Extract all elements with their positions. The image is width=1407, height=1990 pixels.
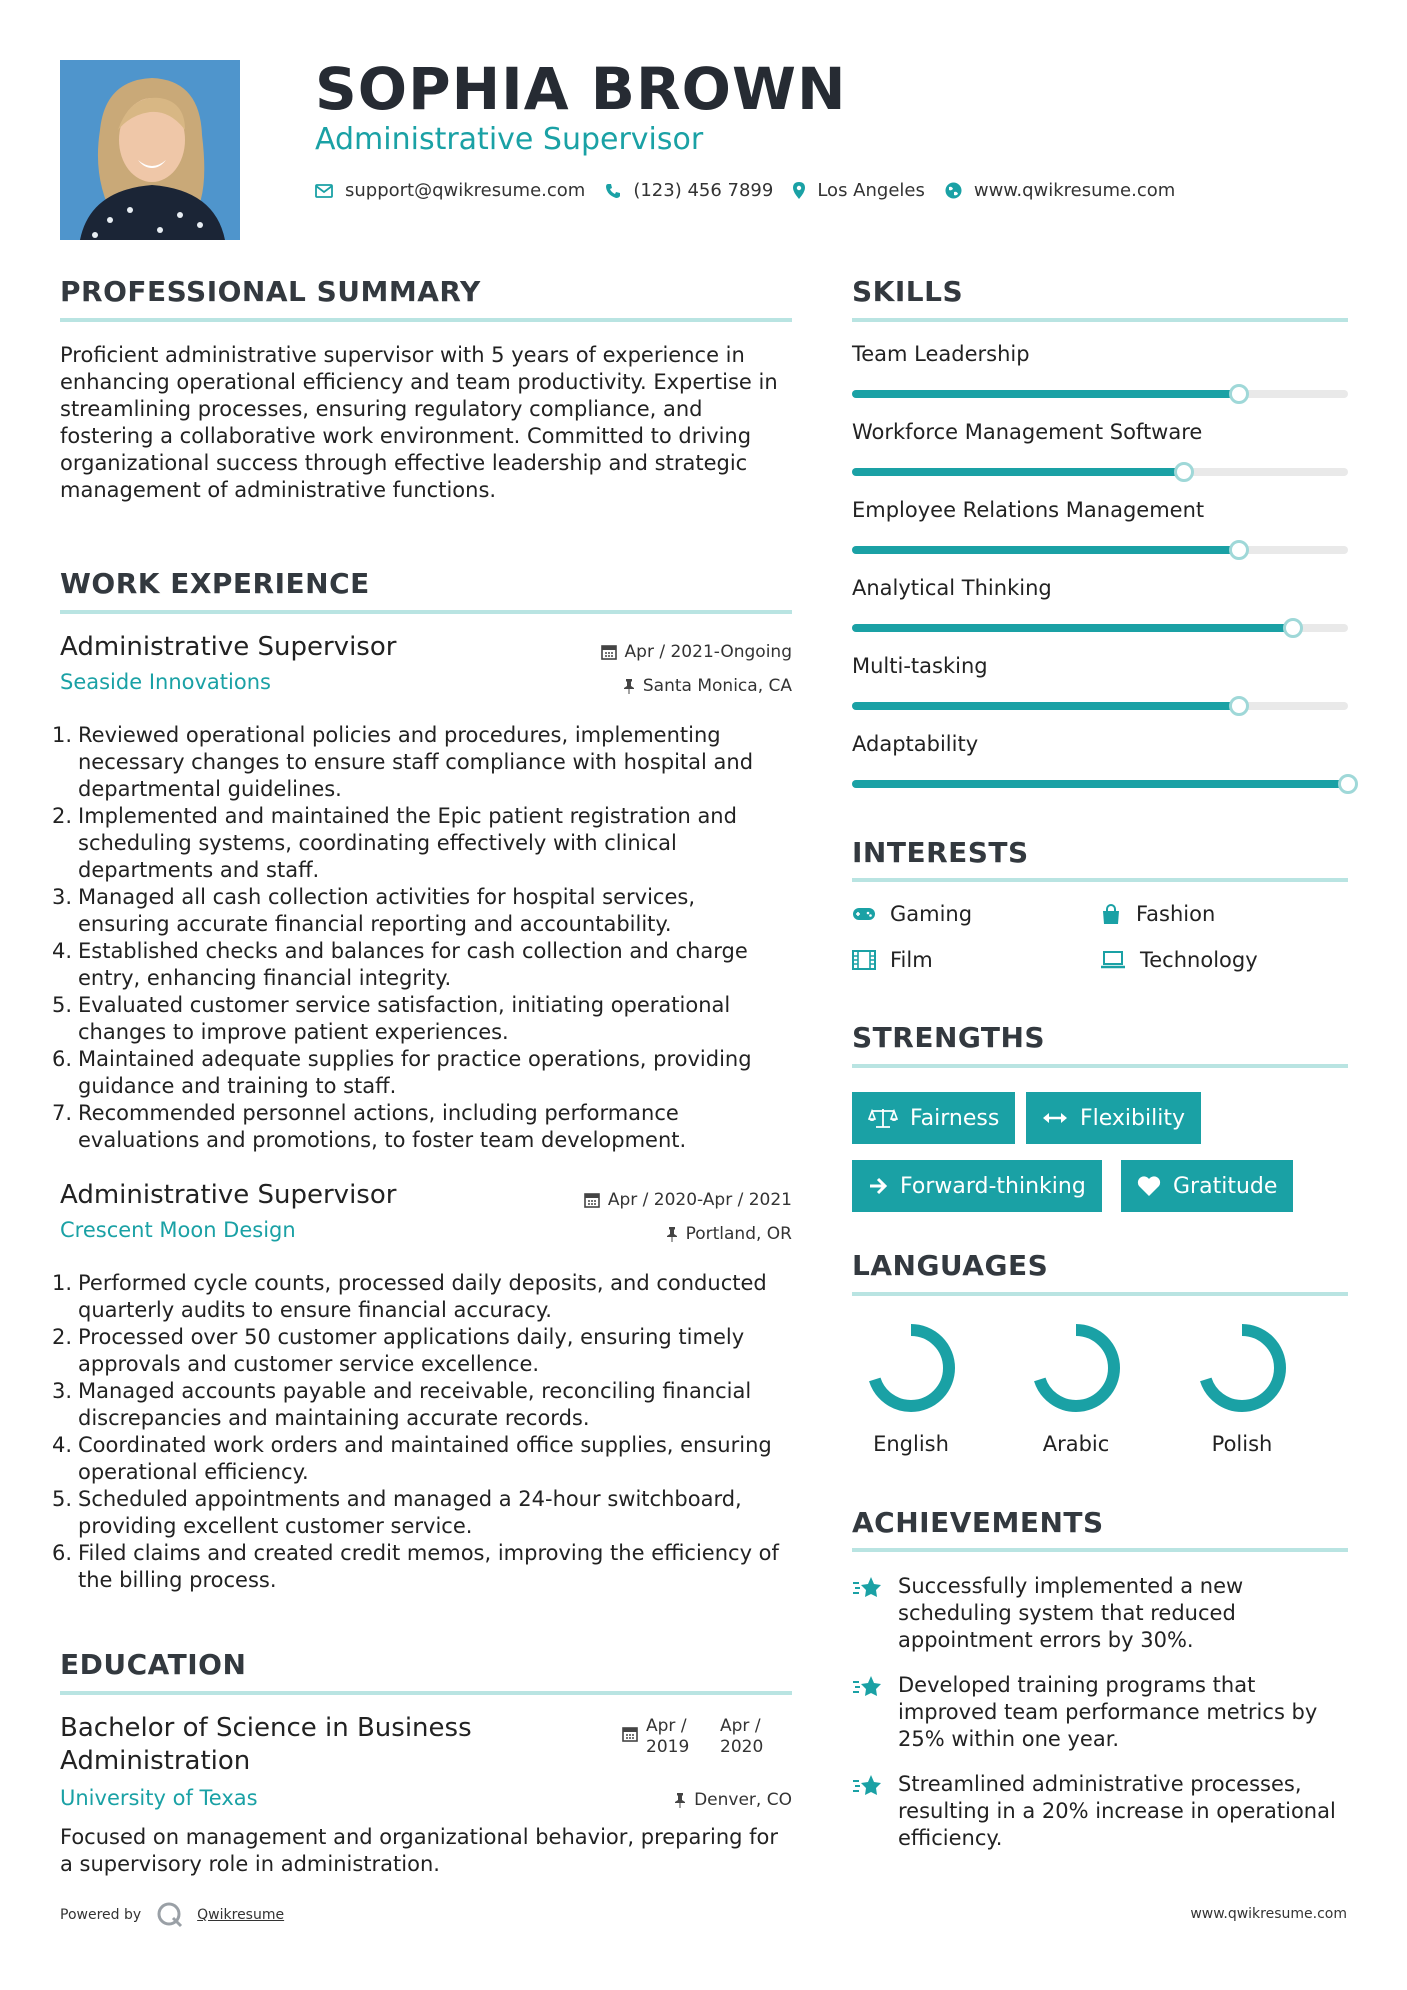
skill-label: Team Leadership xyxy=(852,342,1030,366)
job-bullet: 6. Maintained adequate supplies for practice operations, providing guidance and training to staff. xyxy=(52,1047,752,1098)
skill-bar-track xyxy=(852,468,1348,476)
strength-label: Flexibility xyxy=(1080,1105,1185,1131)
job-dates-text: Apr / 2021-Ongoing xyxy=(624,642,792,662)
job-bullet: 4. Coordinated work orders and maintained office supplies, ensuring operational efficiency. xyxy=(52,1433,772,1484)
job-bullet: 6. Filed claims and created credit memos, improving the efficiency of the billing process. xyxy=(52,1541,779,1592)
star-icon xyxy=(852,1575,884,1603)
skill-level-knob xyxy=(1229,384,1249,404)
interest-film xyxy=(852,948,933,972)
calendar-icon xyxy=(622,1726,638,1742)
star-icon xyxy=(852,1773,884,1801)
balance-scale-icon xyxy=(868,1107,898,1129)
achievements-rule xyxy=(852,1548,1348,1552)
strengths-heading: STRENGTHS xyxy=(852,1021,1046,1054)
heart-icon xyxy=(1137,1175,1161,1197)
job-bullet: 2. Implemented and maintained the Epic patient registration and scheduling systems, coordinating effectively with clinical departments and staff. xyxy=(52,804,737,882)
skill-bar-fill xyxy=(852,780,1348,788)
candidate-name: SOPHIA BROWN xyxy=(315,55,847,123)
interest-label: Fashion xyxy=(1136,902,1216,926)
languages-heading: LANGUAGES xyxy=(852,1249,1049,1282)
contact-email-text: support@qwikresume.com xyxy=(345,180,586,201)
achievement-item xyxy=(852,1771,1348,1852)
profile-photo xyxy=(60,60,240,240)
experience-heading: WORK EXPERIENCE xyxy=(60,567,370,600)
pin-icon xyxy=(623,678,635,694)
skills-rule xyxy=(852,318,1348,322)
map-pin-icon xyxy=(793,182,805,200)
skill-bar-track xyxy=(852,702,1348,710)
skill-bar-fill xyxy=(852,390,1239,398)
education-location-text: Denver, CO xyxy=(694,1790,792,1810)
job-location xyxy=(666,1224,792,1244)
skill-bar-fill xyxy=(852,624,1293,632)
summary-heading: PROFESSIONAL SUMMARY xyxy=(60,275,481,308)
strength-fairness xyxy=(852,1092,1015,1144)
job-company: Crescent Moon Design xyxy=(60,1218,296,1242)
skill-level-knob xyxy=(1283,618,1303,638)
skill-item xyxy=(852,498,1348,576)
achievement-text: Streamlined administrative processes, resulting in a 20% increase in operational efficiency. xyxy=(898,1772,1336,1850)
strength-gratitude xyxy=(1121,1160,1293,1212)
language-english xyxy=(846,1318,976,1456)
interest-label: Film xyxy=(890,948,933,972)
job-bullet: 3. Managed all cash collection activities for hospital services, ensuring accurate financial reporting and accountability. xyxy=(52,885,696,936)
calendar-icon xyxy=(584,1192,600,1208)
job-bullet: 2. Processed over 50 customer applications daily, ensuring timely approvals and customer service excellence. xyxy=(52,1325,745,1376)
skill-item xyxy=(852,732,1348,810)
education-location xyxy=(674,1790,792,1810)
job-location-text: Santa Monica, CA xyxy=(642,676,792,696)
job-location-text: Portland, OR xyxy=(685,1224,792,1244)
job-dates-text: Apr / 2020-Apr / 2021 xyxy=(607,1190,792,1210)
calendar-icon xyxy=(601,644,617,660)
qwikresume-logo-icon xyxy=(155,1900,185,1930)
skill-bar-fill xyxy=(852,468,1184,476)
interests-heading: INTERESTS xyxy=(852,836,1029,869)
skill-bar-fill xyxy=(852,546,1239,554)
globe-icon xyxy=(945,182,962,199)
achievement-item xyxy=(852,1573,1348,1654)
job-bullet: 4. Established checks and balances for cash collection and charge entry, enhancing financial integrity. xyxy=(52,939,748,990)
education-date-end: Apr / 2020 xyxy=(720,1716,764,1757)
language-gauge xyxy=(1192,1318,1292,1418)
job-bullet: 3. Managed accounts payable and receivable, reconciling financial discrepancies and maintaining accurate records. xyxy=(52,1379,752,1430)
skill-label: Analytical Thinking xyxy=(852,576,1052,600)
interests-rule xyxy=(852,878,1348,882)
achievements-heading: ACHIEVEMENTS xyxy=(852,1506,1104,1539)
strength-forward-thinking xyxy=(852,1160,1102,1212)
skill-item xyxy=(852,654,1348,732)
footer-website[interactable]: www.qwikresume.com xyxy=(1190,1906,1347,1922)
job-location xyxy=(623,676,792,696)
contact-website-text: www.qwikresume.com xyxy=(973,180,1176,201)
strength-label: Gratitude xyxy=(1173,1173,1278,1199)
language-gauge xyxy=(1026,1318,1126,1418)
language-polish xyxy=(1177,1318,1307,1456)
achievement-text: Developed training programs that improved team performance metrics by 25% within one year. xyxy=(898,1673,1318,1751)
job-bullet: 7. Recommended personnel actions, including performance evaluations and promotions, to foster team development. xyxy=(52,1101,687,1152)
contact-bar xyxy=(315,180,1195,201)
summary-text: Proficient administrative supervisor with 5 years of experience in enhancing operational efficiency and team productivity. Expertise in streamlining processes, ensuring regulatory compliance, and fostering a collaborative work environment. Committed to driving organizational success through effective leadership and strategic management of administrative functions. xyxy=(60,343,778,502)
job-title: Administrative Supervisor xyxy=(60,632,397,662)
gamepad-icon xyxy=(852,906,876,922)
job-title: Administrative Supervisor xyxy=(60,1180,397,1210)
skills-list xyxy=(852,342,1348,810)
strength-label: Fairness xyxy=(910,1105,1000,1131)
skill-label: Adaptability xyxy=(852,732,979,756)
strength-label: Forward-thinking xyxy=(900,1173,1086,1199)
education-date-start: Apr / 2019 xyxy=(646,1716,690,1757)
education-dates xyxy=(622,1716,772,1758)
skill-label: Workforce Management Software xyxy=(852,420,1203,444)
skill-level-knob xyxy=(1229,696,1249,716)
film-icon xyxy=(852,950,876,970)
language-label: Arabic xyxy=(1042,1432,1110,1456)
job-dates xyxy=(584,1190,792,1210)
interest-technology xyxy=(1100,948,1258,972)
skill-item xyxy=(852,342,1348,420)
education-school: University of Texas xyxy=(60,1786,258,1810)
job-bullet: 1. Performed cycle counts, processed daily deposits, and conducted quarterly audits to ensure financial accuracy. xyxy=(52,1271,767,1322)
job-bullet: 5. Evaluated customer service satisfaction, initiating operational changes to improve patient experiences. xyxy=(52,993,731,1044)
skill-item xyxy=(852,576,1348,654)
star-icon xyxy=(852,1674,884,1702)
achievement-item xyxy=(852,1672,1348,1753)
language-gauge xyxy=(861,1318,961,1418)
candidate-title: Administrative Supervisor xyxy=(315,122,704,157)
language-label: English xyxy=(873,1432,949,1456)
skill-label: Employee Relations Management xyxy=(852,498,1205,522)
qwikresume-link[interactable]: Qwikresume xyxy=(197,1907,285,1923)
job-bullets xyxy=(52,1270,792,1594)
skill-level-knob xyxy=(1338,774,1358,794)
interest-fashion xyxy=(1100,902,1215,926)
experience-rule xyxy=(60,610,792,614)
job-bullets xyxy=(52,722,792,1154)
skills-heading: SKILLS xyxy=(852,275,964,308)
skill-level-knob xyxy=(1174,462,1194,482)
contact-location-text: Los Angeles xyxy=(817,180,925,201)
laptop-icon xyxy=(1100,951,1126,969)
achievement-text: Successfully implemented a new scheduling system that reduced appointment errors by 30%. xyxy=(898,1574,1244,1652)
envelope-icon xyxy=(315,184,333,198)
skill-bar-track xyxy=(852,546,1348,554)
contact-location xyxy=(793,180,925,201)
interest-label: Technology xyxy=(1140,948,1258,972)
contact-email[interactable] xyxy=(315,180,585,201)
skill-bar-fill xyxy=(852,702,1239,710)
pin-icon xyxy=(666,1226,678,1242)
contact-phone[interactable] xyxy=(605,180,773,201)
education-rule xyxy=(60,1691,792,1695)
powered-by-text: Powered by xyxy=(60,1907,142,1923)
job-entry xyxy=(52,632,792,1154)
contact-phone-text: (123) 456 7899 xyxy=(633,180,774,201)
education-description: Focused on management and organizational behavior, preparing for a supervisory role in administration. xyxy=(60,1825,779,1876)
arrows-horizontal-icon xyxy=(1042,1110,1068,1126)
job-bullet: 1. Reviewed operational policies and procedures, implementing necessary changes to ensure staff compliance with hospital and departmental guidelines. xyxy=(52,723,754,801)
footer-powered-by xyxy=(60,1900,284,1930)
job-bullet: 5. Scheduled appointments and managed a 24-hour switchboard, providing excellent customer service. xyxy=(52,1487,742,1538)
arrow-right-icon xyxy=(868,1176,888,1196)
phone-icon xyxy=(605,183,621,199)
skill-bar-track xyxy=(852,780,1348,788)
shopping-bag-icon xyxy=(1100,903,1122,925)
strengths-rule xyxy=(852,1064,1348,1068)
contact-website[interactable] xyxy=(945,180,1175,201)
profile-photo-image xyxy=(60,60,240,240)
skill-label: Multi-tasking xyxy=(852,654,988,678)
pin-icon xyxy=(674,1792,686,1808)
skill-bar-track xyxy=(852,624,1348,632)
education-heading: EDUCATION xyxy=(60,1648,247,1681)
job-dates xyxy=(601,642,792,662)
skill-item xyxy=(852,420,1348,498)
education-entry xyxy=(60,1712,792,1878)
language-arabic xyxy=(1011,1318,1141,1456)
job-company: Seaside Innovations xyxy=(60,670,271,694)
summary-rule xyxy=(60,318,792,322)
skill-bar-track xyxy=(852,390,1348,398)
languages-rule xyxy=(852,1292,1348,1296)
skill-level-knob xyxy=(1229,540,1249,560)
interest-label: Gaming xyxy=(890,902,973,926)
language-label: Polish xyxy=(1211,1432,1273,1456)
education-degree: Bachelor of Science in Business Administration xyxy=(60,1713,472,1776)
interest-gaming xyxy=(852,902,972,926)
strength-flexibility xyxy=(1026,1092,1201,1144)
job-entry xyxy=(52,1180,792,1594)
